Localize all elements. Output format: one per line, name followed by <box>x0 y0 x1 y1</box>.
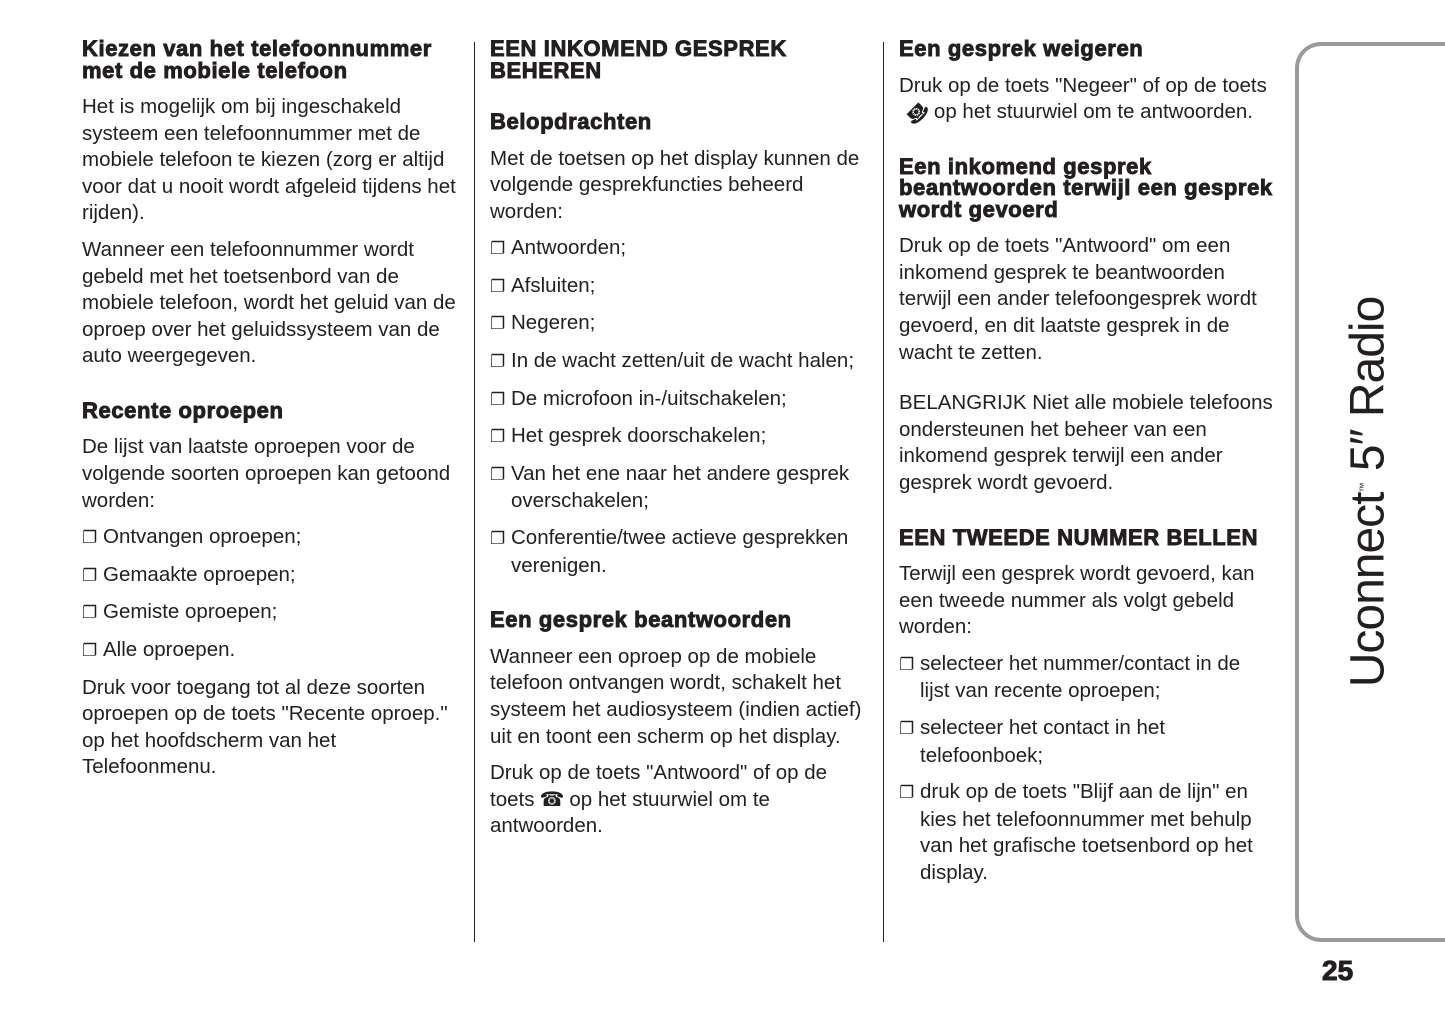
paragraph: Wanneer een oproep op de mobiele telefoon ontvangen wordt, schakelt het systeem het audiosysteem (indien actief) uit en toont een scherm op het display. <box>490 644 862 748</box>
list-item <box>899 779 1274 886</box>
paragraph: Druk op de toets "Antwoord" om een inkomend gesprek te beantwoorden terwijl een ander telefoongesprek wordt gevoerd, en dit laatste gesprek in de wacht te zetten. <box>899 234 1257 364</box>
list-item-text: Ontvangen oproepen; <box>103 525 302 549</box>
list-item <box>490 348 870 376</box>
checkbox-bullet-icon: ❐ <box>490 314 506 334</box>
column-3 <box>899 38 1274 897</box>
paragraph: BELANGRIJK Niet alle mobiele telefoons ondersteunen het beheer van een inkomend gesprek terwijl een ander gesprek wordt gevoerd. <box>899 391 1273 494</box>
paragraph-text: Druk op de toets "Negeer" of op de toets <box>899 73 1267 97</box>
section-heading: EEN INKOMEND GESPREK BEHEREN <box>490 36 787 83</box>
list-item <box>899 715 1274 769</box>
paragraph: Druk voor toegang tot al deze soorten oproepen op de toets "Recente oproep." op het hoofdscherm van het Telefoonmenu. <box>82 675 448 779</box>
checkbox-bullet-icon: ❐ <box>490 276 506 296</box>
checkbox-bullet-icon: ❐ <box>490 529 506 549</box>
checkbox-bullet-icon: ❐ <box>490 389 506 409</box>
list-item-text: De microfoon in-/uitschakelen; <box>511 386 787 410</box>
column-2 <box>490 38 870 850</box>
paragraph: Wanneer een telefoonnummer wordt gebeld met het toetsenbord van de mobiele telefoon, wordt het geluid van de oproep over het geluidssysteem van de auto weergegeven. <box>82 237 456 368</box>
list-item-text: Negeren; <box>511 311 596 335</box>
list-item <box>82 637 462 665</box>
column-divider <box>474 42 475 942</box>
list-item-text: Gemiste oproepen; <box>103 600 278 624</box>
list-item-text: selecteer het contact in het telefoonboek; <box>920 716 1166 767</box>
paragraph-text: Druk op de toets "Antwoord" of op de toets <box>490 761 828 811</box>
chapter-title-sub: 5″ Radio <box>1341 296 1395 484</box>
list-item <box>490 461 870 515</box>
chapter-title-main: Uconnect <box>1341 492 1395 688</box>
section-heading: Een gesprek weigeren <box>899 36 1144 61</box>
column-1 <box>82 38 462 791</box>
checkbox-bullet-icon: ❐ <box>899 783 915 803</box>
list-item <box>490 525 870 579</box>
paragraph: Met de toetsen op het display kunnen de volgende gesprekfuncties beheerd worden: <box>490 146 860 223</box>
list-item-text: Het gesprek doorschakelen; <box>511 424 767 448</box>
trademark: ™ <box>1358 483 1370 493</box>
list-item-text: Conferentie/twee actieve gesprekken verenigen. <box>511 526 849 577</box>
section-heading: EEN TWEEDE NUMMER BELLEN <box>899 524 1259 550</box>
list-item-text: Gemaakte oproepen; <box>103 562 296 586</box>
checkbox-bullet-icon: ❐ <box>490 352 506 372</box>
checkbox-bullet-icon: ❐ <box>490 427 506 447</box>
list-item <box>899 651 1274 705</box>
column-divider <box>883 42 884 942</box>
list-item <box>490 235 870 263</box>
section-heading: Een inkomend gesprek beantwoorden terwijl een gesprek wordt gevoerd <box>899 153 1273 222</box>
checkbox-bullet-icon: ❐ <box>490 464 506 484</box>
paragraph-text: op het stuurwiel om te antwoorden. <box>490 787 770 838</box>
section-heading: Belopdrachten <box>490 109 652 134</box>
list-item <box>82 562 462 590</box>
list-item <box>82 599 462 627</box>
list-item-text: Van het ene naar het andere gesprek overschakelen; <box>511 461 850 513</box>
paragraph-text: op het stuurwiel om te antwoorden. <box>933 100 1253 124</box>
checkbox-bullet-icon: ❐ <box>82 603 98 623</box>
checkbox-bullet-icon: ❐ <box>82 565 98 585</box>
paragraph: De lijst van laatste oproepen voor de volgende soorten oproepen kan getoond worden: <box>82 435 451 512</box>
list-item-text: Alle oproepen. <box>103 638 236 661</box>
list-item-text: Antwoorden; <box>511 236 627 260</box>
checkbox-bullet-icon: ❐ <box>899 719 915 738</box>
list-item <box>490 386 870 414</box>
list-item <box>490 310 870 338</box>
list-item <box>490 423 870 451</box>
page-number: 25 <box>1322 955 1354 986</box>
phone-hangup-icon: ☎ <box>900 96 934 130</box>
chapter-title <box>1341 297 1396 688</box>
section-heading: Kiezen van het telefoonnummer met de mobiele telefoon <box>82 36 432 83</box>
checkbox-bullet-icon: ❐ <box>899 654 915 674</box>
section-heading: Recente oproepen <box>82 397 284 423</box>
checkbox-bullet-icon: ❐ <box>490 239 506 259</box>
checkbox-bullet-icon: ❐ <box>82 641 98 660</box>
paragraph: Terwijl een gesprek wordt gevoerd, kan een tweede nummer als volgt gebeld worden: <box>899 562 1255 639</box>
list-item-text: Afsluiten; <box>511 273 596 297</box>
list-item-text: In de wacht zetten/uit de wacht halen; <box>511 349 855 373</box>
paragraph <box>490 760 870 840</box>
section-heading: Een gesprek beantwoorden <box>490 607 792 633</box>
checkbox-bullet-icon: ❐ <box>82 528 98 548</box>
list-item <box>490 273 870 301</box>
list-item-text: druk op de toets "Blijf aan de lijn" en kies het telefoonnummer met behulp van het grafische toetsenbord op het display. <box>920 780 1253 884</box>
list-item <box>82 524 462 552</box>
list-item-text: selecteer het nummer/contact in de lijst van recente oproepen; <box>920 651 1241 703</box>
phone-answer-icon: ☎ <box>539 788 565 811</box>
paragraph <box>899 73 1274 130</box>
paragraph: Het is mogelijk om bij ingeschakeld systeem een telefoonnummer met de mobiele telefoon te kiezen (zorg er altijd voor dat u nooit wordt afgeleid tijdens het rijden). <box>82 95 456 225</box>
